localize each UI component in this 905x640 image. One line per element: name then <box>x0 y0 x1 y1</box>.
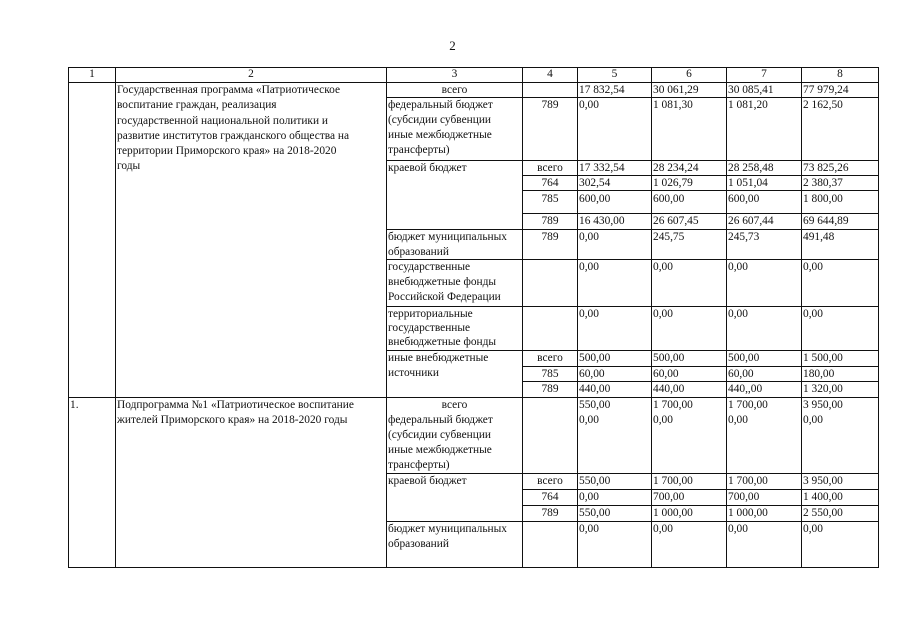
program-name-line: развитие институтов гражданского общества на <box>117 130 350 142</box>
code-cell: 764 <box>541 177 559 189</box>
value-cell: 60,00 <box>579 368 605 380</box>
value-cell: 440,00 <box>653 383 685 395</box>
subprogram-name-line: жителей Приморского края» на 2018-2020 годы <box>117 414 348 426</box>
source-label: внебюджетные фонды <box>388 336 497 348</box>
value-cell: 1 051,04 <box>728 177 768 189</box>
value-cell: 0,00 <box>579 231 599 243</box>
value-cell: 1 700,00 <box>653 399 693 411</box>
value-cell: 0,00 <box>728 523 748 535</box>
source-label: источники <box>388 367 439 379</box>
source-label: территориальные <box>388 308 473 320</box>
value-cell: 600,00 <box>653 193 685 205</box>
value-cell: 491,48 <box>803 231 835 243</box>
value-cell: 1 500,00 <box>803 352 843 364</box>
code-cell: всего <box>537 475 563 487</box>
value-cell: 500,00 <box>653 352 685 364</box>
value-cell: 700,00 <box>653 491 685 503</box>
value-cell: 1 081,20 <box>728 99 768 111</box>
program-name-line: воспитание граждан, реализация <box>117 99 277 111</box>
value-cell: 0,00 <box>579 99 599 111</box>
value-cell: 28 258,48 <box>728 162 774 174</box>
value-cell: 550,00 <box>579 507 611 519</box>
value-cell: 17 332,54 <box>579 162 625 174</box>
code-cell: всего <box>537 162 563 174</box>
value-cell: 0,00 <box>803 523 823 535</box>
value-cell: 1 800,00 <box>803 193 843 205</box>
subprogram-name-line: Подпрограмма №1 «Патриотическое воспитание <box>117 399 354 411</box>
program-name-line: территории Приморского края» на 2018-2020 <box>117 145 337 157</box>
value-cell: 0,00 <box>579 308 599 320</box>
value-cell: 0,00 <box>653 414 673 426</box>
value-cell: 3 950,00 <box>803 399 843 411</box>
value-cell: 440,,00 <box>728 383 763 395</box>
header-cell: 6 <box>686 68 692 80</box>
source-label: бюджет муниципальных <box>388 523 507 535</box>
value-cell: 16 430,00 <box>579 215 625 227</box>
value-cell: 1 026,79 <box>653 177 693 189</box>
value-cell: 302,54 <box>579 177 611 189</box>
code-cell: 789 <box>541 507 559 519</box>
value-cell: 550,00 <box>579 475 611 487</box>
value-cell: 440,00 <box>579 383 611 395</box>
value-cell: 0,00 <box>579 523 599 535</box>
source-label: Российской Федерации <box>388 291 501 303</box>
value-cell: 2 550,00 <box>803 507 843 519</box>
header-cell: 1 <box>89 68 95 80</box>
value-cell: 0,00 <box>728 308 748 320</box>
value-cell: 60,00 <box>728 368 754 380</box>
value-cell: 1 000,00 <box>653 507 693 519</box>
value-cell: 700,00 <box>728 491 760 503</box>
value-cell: 550,00 <box>579 399 611 411</box>
header-cell: 7 <box>761 68 767 80</box>
value-cell: 77 979,24 <box>803 84 849 96</box>
value-cell: 500,00 <box>579 352 611 364</box>
code-cell: 785 <box>541 193 559 205</box>
code-cell: 764 <box>541 491 559 503</box>
value-cell: 0,00 <box>653 523 673 535</box>
value-cell: 26 607,44 <box>728 215 774 227</box>
value-cell: 0,00 <box>728 261 748 273</box>
source-label: бюджет муниципальных <box>388 231 507 243</box>
value-cell: 1 320,00 <box>803 383 843 395</box>
value-cell: 1 400,00 <box>803 491 843 503</box>
source-label: краевой бюджет <box>388 162 467 174</box>
value-cell: 0,00 <box>579 491 599 503</box>
source-label: (субсидии субвенции <box>388 114 492 126</box>
value-cell: 500,00 <box>728 352 760 364</box>
header-cell: 3 <box>451 68 458 80</box>
value-cell: 28 234,24 <box>653 162 699 174</box>
value-cell: 1 700,00 <box>728 475 768 487</box>
value-cell: 30 061,29 <box>653 84 699 96</box>
source-label: всего <box>441 399 468 411</box>
source-label: образований <box>388 246 449 258</box>
value-cell: 2 162,50 <box>803 99 843 111</box>
source-label: образований <box>388 538 449 550</box>
source-label: краевой бюджет <box>388 475 467 487</box>
value-cell: 73 825,26 <box>803 162 849 174</box>
code-cell: 789 <box>541 215 559 227</box>
source-label: государственные <box>388 261 471 273</box>
value-cell: 60,00 <box>653 368 679 380</box>
value-cell: 0,00 <box>579 414 599 426</box>
source-label: иные межбюджетные <box>388 129 492 141</box>
value-cell: 0,00 <box>728 414 748 426</box>
value-cell: 0,00 <box>803 414 823 426</box>
value-cell: 600,00 <box>579 193 611 205</box>
value-cell: 1 700,00 <box>653 475 693 487</box>
source-label: всего <box>441 84 468 96</box>
row-number: 1. <box>70 399 79 411</box>
code-cell: 789 <box>541 99 559 111</box>
source-label: внебюджетные фонды <box>388 276 497 288</box>
code-cell: 789 <box>541 231 559 243</box>
page-number: 2 <box>449 38 456 53</box>
program-name-line: годы <box>117 160 141 172</box>
source-label: иные внебюджетные <box>388 352 489 364</box>
header-cell: 2 <box>248 68 254 80</box>
code-cell: всего <box>537 352 563 364</box>
value-cell: 1 081,30 <box>653 99 693 111</box>
value-cell: 1 000,00 <box>728 507 768 519</box>
source-label: федеральный бюджет <box>388 414 493 426</box>
value-cell: 600,00 <box>728 193 760 205</box>
value-cell: 0,00 <box>803 308 823 320</box>
value-cell: 2 380,37 <box>803 177 843 189</box>
header-cell: 8 <box>837 68 843 80</box>
value-cell: 0,00 <box>803 261 823 273</box>
source-label: трансферты) <box>388 144 450 156</box>
source-label: федеральный бюджет <box>388 99 493 111</box>
value-cell: 245,75 <box>653 231 685 243</box>
value-cell: 0,00 <box>653 261 673 273</box>
code-cell: 785 <box>541 368 559 380</box>
program-name-line: государственной национальной политики и <box>117 115 328 127</box>
header-cell: 5 <box>611 68 618 80</box>
value-cell: 0,00 <box>579 261 599 273</box>
source-label: (субсидии субвенции <box>388 429 492 441</box>
value-cell: 26 607,45 <box>653 215 699 227</box>
value-cell: 0,00 <box>653 308 673 320</box>
source-label: государственные <box>388 322 471 334</box>
value-cell: 245,73 <box>728 231 760 243</box>
value-cell: 180,00 <box>803 368 835 380</box>
value-cell: 17 832,54 <box>579 84 625 96</box>
program-name-line: Государственная программа «Патриотическое <box>117 84 341 96</box>
source-label: трансферты) <box>388 459 450 471</box>
value-cell: 3 950,00 <box>803 475 843 487</box>
value-cell: 69 644,89 <box>803 215 849 227</box>
header-cell: 4 <box>547 68 553 80</box>
value-cell: 30 085,41 <box>728 84 774 96</box>
source-label: иные межбюджетные <box>388 444 492 456</box>
code-cell: 789 <box>541 383 559 395</box>
value-cell: 1 700,00 <box>728 399 768 411</box>
